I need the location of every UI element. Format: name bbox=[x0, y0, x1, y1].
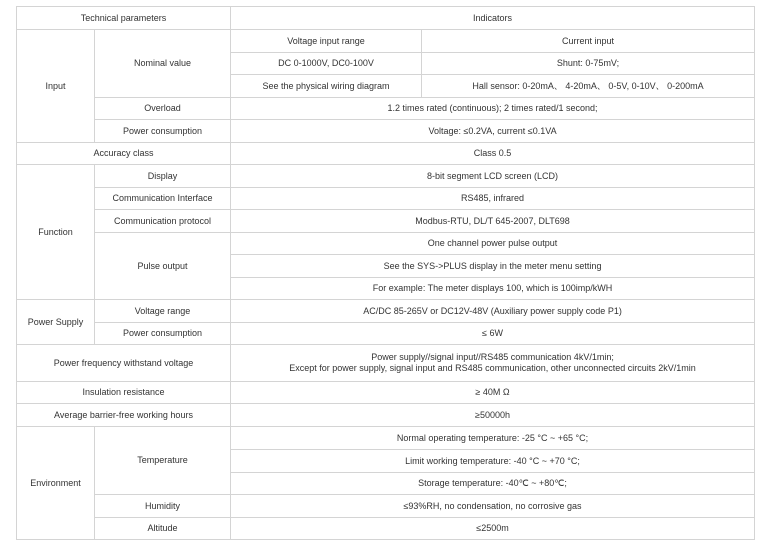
voltage-input-range-header: Voltage input range bbox=[231, 30, 422, 53]
insulation-resistance-label: Insulation resistance bbox=[17, 382, 231, 404]
current-input-header: Current input bbox=[422, 30, 755, 53]
voltage-range-label: Voltage range bbox=[95, 300, 231, 323]
voltage-input-value: DC 0-1000V, DC0-100V bbox=[231, 53, 422, 75]
table-row bbox=[17, 518, 755, 540]
supply-power-consumption-value: ≤ 6W bbox=[231, 323, 755, 345]
withstand-voltage-value bbox=[231, 345, 755, 382]
table-row bbox=[17, 188, 755, 210]
temperature-line: Limit working temperature: -40 °C ~ +70 °C; bbox=[231, 450, 755, 473]
table-row bbox=[17, 427, 755, 450]
withstand-line: Power supply//signal input//RS485 communication 4kV/1min; bbox=[371, 352, 614, 362]
table-row bbox=[17, 404, 755, 427]
table-row bbox=[17, 98, 755, 120]
group-environment: Environment bbox=[17, 427, 95, 540]
altitude-value: ≤2500m bbox=[231, 518, 755, 540]
table-row bbox=[17, 300, 755, 323]
temperature-line: Normal operating temperature: -25 °C ~ +65 °C; bbox=[231, 427, 755, 450]
group-input: Input bbox=[17, 30, 95, 143]
temperature-line: Storage temperature: -40℃ ~ +80℃; bbox=[231, 473, 755, 495]
working-hours-value: ≥50000h bbox=[231, 404, 755, 427]
display-label: Display bbox=[95, 165, 231, 188]
technical-parameters-table bbox=[16, 6, 755, 540]
table-row bbox=[17, 143, 755, 165]
overload-value: 1.2 times rated (continuous); 2 times rated/1 second; bbox=[231, 98, 755, 120]
supply-power-consumption-label: Power consumption bbox=[95, 323, 231, 345]
voltage-input-note: See the physical wiring diagram bbox=[231, 75, 422, 98]
input-power-consumption-value: Voltage: ≤0.2VA, current ≤0.1VA bbox=[231, 120, 755, 143]
header-indicators: Indicators bbox=[231, 7, 755, 30]
humidity-label: Humidity bbox=[95, 495, 231, 518]
communication-interface-label: Communication Interface bbox=[95, 188, 231, 210]
insulation-resistance-value: ≥ 40M Ω bbox=[231, 382, 755, 404]
table-row bbox=[17, 210, 755, 233]
overload-label: Overload bbox=[95, 98, 231, 120]
withstand-voltage-label: Power frequency withstand voltage bbox=[17, 345, 231, 382]
table-row bbox=[17, 382, 755, 404]
pulse-output-line: See the SYS->PLUS display in the meter menu setting bbox=[231, 255, 755, 278]
current-input-note: Hall sensor: 0-20mA、 4-20mA、 0-5V, 0-10V、 0-200mA bbox=[422, 75, 755, 98]
voltage-range-value: AC/DC 85-265V or DC12V-48V (Auxiliary power supply code P1) bbox=[231, 300, 755, 323]
input-power-consumption-label: Power consumption bbox=[95, 120, 231, 143]
table-row bbox=[17, 495, 755, 518]
withstand-line: Except for power supply, signal input and RS485 communication, other unconnected circuits 2kV/1min bbox=[289, 363, 696, 373]
current-input-value: Shunt: 0-75mV; bbox=[422, 53, 755, 75]
humidity-value: ≤93%RH, no condensation, no corrosive gas bbox=[231, 495, 755, 518]
table-row bbox=[17, 233, 755, 255]
table-row bbox=[17, 323, 755, 345]
accuracy-class-label: Accuracy class bbox=[17, 143, 231, 165]
nominal-value-label: Nominal value bbox=[95, 30, 231, 98]
pulse-output-line: For example: The meter displays 100, which is 100imp/kWH bbox=[231, 278, 755, 300]
table-row bbox=[17, 345, 755, 382]
group-power-supply: Power Supply bbox=[17, 300, 95, 345]
working-hours-label: Average barrier-free working hours bbox=[17, 404, 231, 427]
communication-protocol-label: Communication protocol bbox=[95, 210, 231, 233]
table-row bbox=[17, 30, 755, 53]
pulse-output-label: Pulse output bbox=[95, 233, 231, 300]
accuracy-class-value: Class 0.5 bbox=[231, 143, 755, 165]
table-row bbox=[17, 120, 755, 143]
display-value: 8-bit segment LCD screen (LCD) bbox=[231, 165, 755, 188]
group-function: Function bbox=[17, 165, 95, 300]
communication-interface-value: RS485, infrared bbox=[231, 188, 755, 210]
communication-protocol-value: Modbus-RTU, DL/T 645-2007, DLT698 bbox=[231, 210, 755, 233]
pulse-output-line: One channel power pulse output bbox=[231, 233, 755, 255]
table-header-row bbox=[17, 7, 755, 30]
altitude-label: Altitude bbox=[95, 518, 231, 540]
header-technical-parameters: Technical parameters bbox=[17, 7, 231, 30]
temperature-label: Temperature bbox=[95, 427, 231, 495]
table-row bbox=[17, 165, 755, 188]
